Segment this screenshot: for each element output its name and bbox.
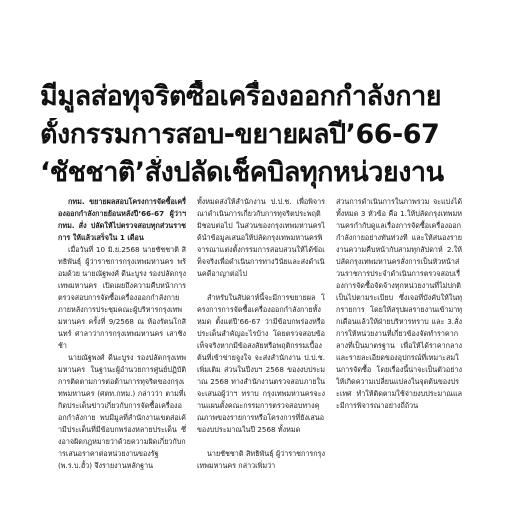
article-paragraph: ส่วนการดำเนินการในภาพรวม จะแบ่งได้ทั้งหมด 3 หัวข้อ คือ 1.ให้ปลัดกรุงเทพมหานครกำกับดูแลเรื่องการจัดซื้อเครื่องออกกำลังกายอย่างทันท่วงที และให้สนองรายงานความคืบหน้ากับสามทุกสัปดาห์ 2.ให้ปลัดกรุงเทพมหานครสั่งการเป็นหัวหน้าส่วนราชการประจำดำเนินการตรวจสอบเรื่องการจัดซื้อจัดจ้างทุกหน่วยงานที่ไม่ปกติ เป็นไปตามระเบียบ ซึ่งเจอที่บังคับให้ในทุกรายการ โดยให้สรุปผลรายงานเข้ามาทุกเดือนแล้วให้ฝ่ายบริหารทราบ และ 3.สั่งการให้หน่วยงานที่เกี่ยวข้องจัดทำราคากลางที่เป็นมาตรฐาน เพื่อให้ได้ราคากลางและรายละเอียดของอุปกรณ์ที่เหมาะสมในการจัดซื้อ โดยเรื่องนี้น่าจะเป็นตัวอย่างให้เกิดความเปลี่ยนแปลงในจุดต้นของประเทศ ทำให้ติดตามใช้จ่ายงบประมาณและมีการพิจารณาอย่างถี่ถ้วน (336, 197, 462, 410)
article-column-2 (197, 196, 325, 512)
headline-line-1: มีมูลส่อทุจริตซื้อเครื่องออกกำลังกาย (40, 81, 442, 112)
headline-line-3: ‘ชัชชาติ’สั่งปลัดเช็คบิลทุกหน่วยงาน (40, 157, 444, 188)
article-paragraph: ทั้งหมดส่งให้สำนักงาน ป.ป.ช. เพื่อพิจารณาดำเนินการเกี่ยวกับการทุจริตประพฤติมิชอบต่อไป ในส่วนของกรุงเทพมหานครได้นำข้อมูลเสนอให้ปลัดกรุงเทพมหานครพิจารณาแต่งตั้งกรรมการสอบสวนให้ได้ข้อเท็จจริงเพื่อดำเนินการทางวินัยและส่งดำเนินคดีอาญาต่อไป (197, 197, 325, 278)
headline-line-2: ตั้งกรรมการสอบ-ขยายผลปี’66-67 (40, 119, 440, 150)
article-lead: กทม. ขยายผลสอบโครงการจัดซื้อเครื่องออกกำลังกายย้อนหลังปี’66-67 ผู้ว่าฯ กทม. สั่ง ปลัดให้ไปตรวจสอบทุกส่วนราชการ ให้แล้วเสร็จใน 1 เดือน (58, 197, 186, 242)
paragraph-spacer (197, 280, 325, 292)
article-column-3 (336, 196, 462, 512)
paragraph-spacer (197, 436, 325, 448)
article-paragraph: สำหรับในสัปดาห์นี้จะมีการขยายผล โครงการการจัดซื้อเครื่องออกกำลังกายทั้งหมด ตั้งแต่ปี’66-67 ว่ามีข้อบกพร่องหรือประเด็นสำคัญอะไรบ้าง โดยตรวจสอบข้อเท็จจริงหากมีข้อสงสัยหรือพฤติกรรมเบื้องต้นที่เข้าข่ายจูงใจ จะส่งสำนักงาน ป.ป.ช. เพิ่มเติม ส่วนในปีงบฯ 2568 ของงบประมาณ 2568 ทางสำนักงานตรวจสอบภายใน จะเสนอผู้ว่าฯ ทราบ กรุงเทพมหานครจะงานแผนตั้งคณะกรรมการตรวจสอบทางคุณภาพของรายการหรือโครงการที่ยังเสนอของบประมาณในปี 2568 ทั้งหมด (197, 293, 325, 434)
article-paragraph: เมื่อวันที่ 10 มิ.ย.2568 นายชัชชาติ สิทธิพันธุ์ ผู้ว่าราชการกรุงเทพมหานคร พร้อมด้วย นายณัฐพงศ์ ดีนะบูรง รองปลัดกรุงเทพมหานคร เปิดเผยถึงความคืบหน้าการตรวจสอบการจัดซื้อเครื่องออกกำลังกาย ภายหลังการประชุมคณะผู้บริหารกรุงเทพมหานคร ครั้งที่ 9/2568 ณ ห้องรัตนโกสินทร์ ศาลาว่าการกรุงเทพมหานคร เสาชิงช้า (58, 245, 186, 350)
article-paragraph: นายชัชชาติ สิทธิพันธุ์ ผู้ว่าราชการกรุงเทพมหานคร กล่าวเพิ่มว่า (197, 449, 325, 470)
article-column-1 (58, 196, 186, 512)
article-paragraph: นายณัฐพงศ์ ดีนะบูรง รองปลัดกรุงเทพมหานคร ในฐานะผู้อำนวยการศูนย์ปฏิบัติการติดตามการต่อต้านการทุจริตของกรุงเทพมหานคร (ศตท.กทม.) กล่าวว่า ตามที่เกิดประเด็นข่าวเกี่ยวกับการจัดซื้อเครื่องออกกำลังกาย พบมีมูลที่สำนักงานเขตส่อเค้ามีประเด็นที่มีข้อบกพร่องหลายประเด็น ซึ่งอาจผิดกฎหมายว่าด้วยความผิดเกี่ยวกับการเสนอราคาต่อหน่วยงานของรัฐ (พ.ร.บ.ฮั้ว) จึงรายงานหลักฐาน (58, 353, 186, 470)
